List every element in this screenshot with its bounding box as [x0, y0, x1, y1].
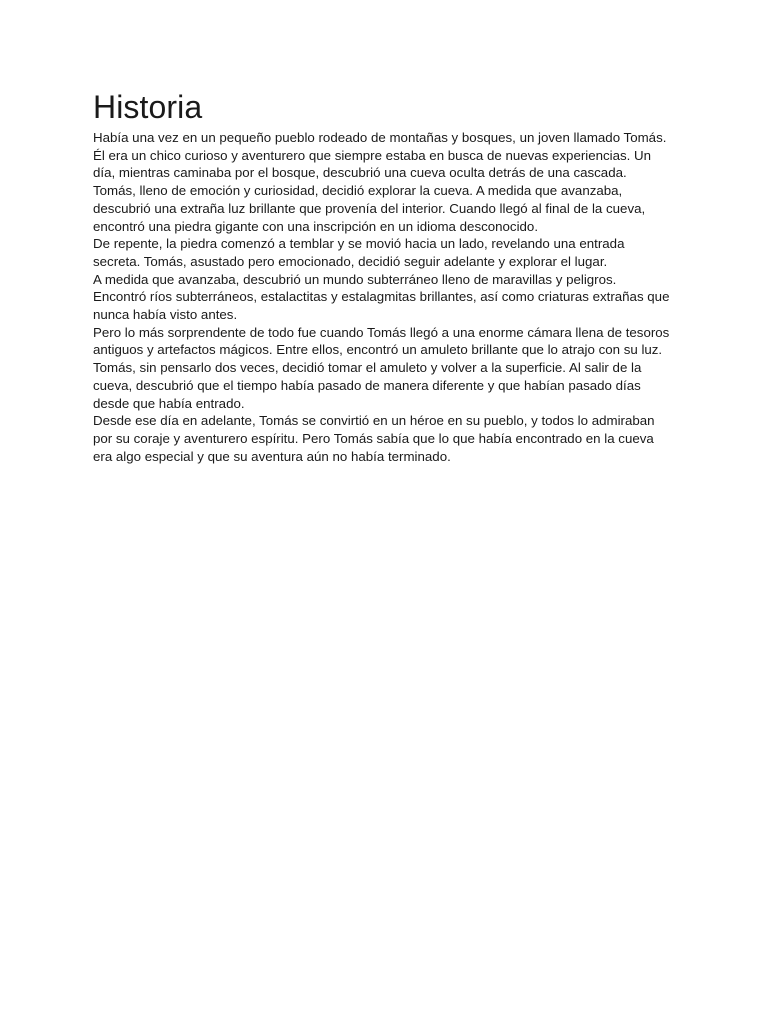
document-title: Historia	[93, 89, 203, 125]
paragraph: Desde ese día en adelante, Tomás se convirtió en un héroe en su pueblo, y todos lo admiraban por su coraje y aventurero espíritu. Pero Tomás sabía que lo que había encontrado en la cueva era algo especial y que su aventura aún no había terminado.	[93, 413, 655, 464]
paragraph: Tomás, lleno de emoción y curiosidad, decidió explorar la cueva. A medida que avanzaba, descubrió una extraña luz brillante que provenía del interior. Cuando llegó al final de la cueva, encontró una piedra gigante con una inscripción en un idioma desconocido.	[93, 183, 646, 234]
paragraph: A medida que avanzaba, descubrió un mundo subterráneo lleno de maravillas y peligros. Encontró ríos subterráneos, estalactitas y estalagmitas brillantes, así como criaturas extrañas que nunca había visto antes.	[93, 271, 670, 323]
paragraph: Tomás, sin pensarlo dos veces, decidió tomar el amuleto y volver a la superficie. Al salir de la cueva, descubrió que el tiempo había pasado de manera diferente y que habían pasado días desde que había entrado.	[93, 360, 642, 411]
paragraph: Había una vez en un pequeño pueblo rodeado de montañas y bosques, un joven llamado Tomás. Él era un chico curioso y aventurero que siempre estaba en busca de nuevas experiencias. Un día, mientras caminaba por el bosque, descubrió una cueva oculta detrás de una cascada.	[93, 130, 667, 181]
paragraph: De repente, la piedra comenzó a temblar y se movió hacia un lado, revelando una entrada secreta. Tomás, asustado pero emocionado, decidió seguir adelante y explorar el lugar.	[93, 236, 625, 269]
paragraph: Pero lo más sorprendente de todo fue cuando Tomás llegó a una enorme cámara llena de tesoros antiguos y artefactos mágicos. Entre ellos, encontró un amuleto brillante que lo atrajo con su luz.	[93, 324, 670, 358]
document-content	[93, 88, 673, 465]
